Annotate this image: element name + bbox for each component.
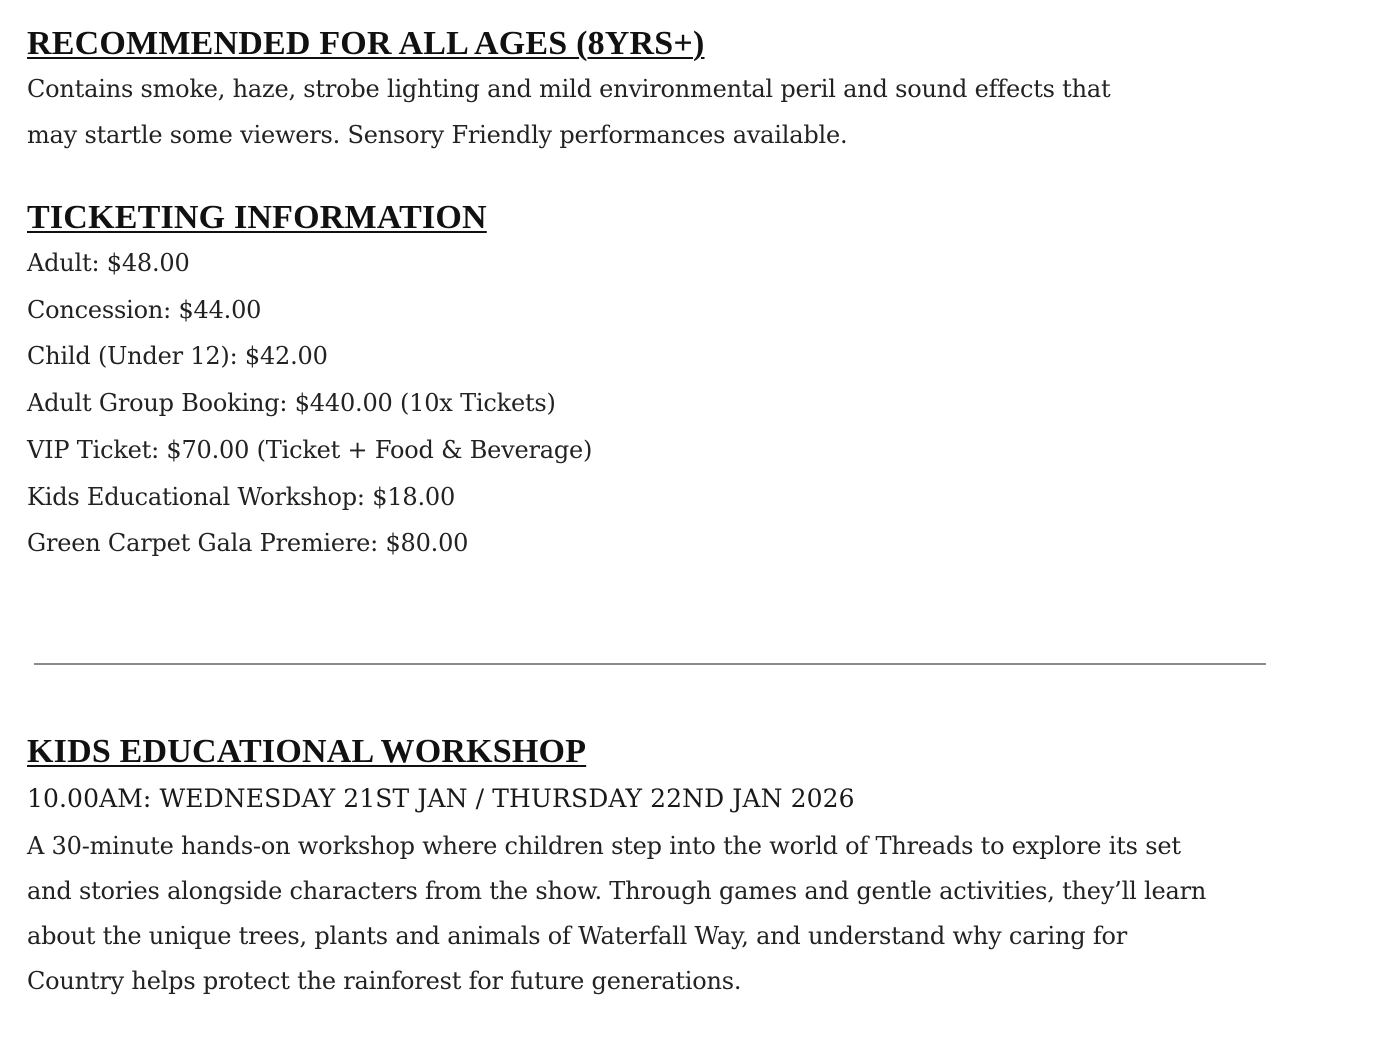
ticket-price-gala-premiere: Green Carpet Gala Premiere: $80.00 xyxy=(27,529,469,558)
ticket-price-workshop: Kids Educational Workshop: $18.00 xyxy=(27,482,456,511)
ticket-price-list xyxy=(27,240,1277,567)
workshop-description xyxy=(27,824,1277,1004)
ticket-price-vip: VIP Ticket: $70.00 (Ticket + Food & Beverage) xyxy=(27,435,593,464)
workshop-heading: KIDS EDUCATIONAL WORKSHOP xyxy=(27,733,587,770)
age-rating-section xyxy=(27,22,1277,158)
age-rating-description-line: may startle some viewers. Sensory Friendly performances available. xyxy=(27,121,848,149)
ticketing-section xyxy=(27,196,1277,567)
workshop-section xyxy=(27,730,1277,1004)
age-rating-heading: RECOMMENDED FOR ALL AGES (8YRS+) xyxy=(27,25,705,62)
workshop-description-line: about the unique trees, plants and animals of Waterfall Way, and understand why caring for xyxy=(27,922,1128,950)
ticketing-heading: TICKETING INFORMATION xyxy=(27,199,487,236)
ticket-price-child: Child (Under 12): $42.00 xyxy=(27,342,328,371)
age-rating-description-line: Contains smoke, haze, strobe lighting and mild environmental peril and sound effects that xyxy=(27,75,1111,103)
ticket-price-concession: Concession: $44.00 xyxy=(27,295,262,324)
ticket-price-adult: Adult: $48.00 xyxy=(27,249,190,277)
ticket-price-group-booking: Adult Group Booking: $440.00 (10x Tickets) xyxy=(27,389,556,418)
workshop-description-line: and stories alongside characters from the show. Through games and gentle activities, they’ll learn xyxy=(27,877,1207,905)
workshop-schedule: 10.00AM: WEDNESDAY 21ST JAN / THURSDAY 22ND JAN 2026 xyxy=(27,784,855,813)
workshop-description-line: A 30-minute hands-on workshop where children step into the world of Threads to explore its set xyxy=(27,832,1181,860)
age-rating-description xyxy=(27,66,1277,158)
section-divider xyxy=(34,663,1266,665)
page-content xyxy=(27,22,1277,567)
workshop-description-line: Country helps protect the rainforest for future generations. xyxy=(27,967,742,995)
